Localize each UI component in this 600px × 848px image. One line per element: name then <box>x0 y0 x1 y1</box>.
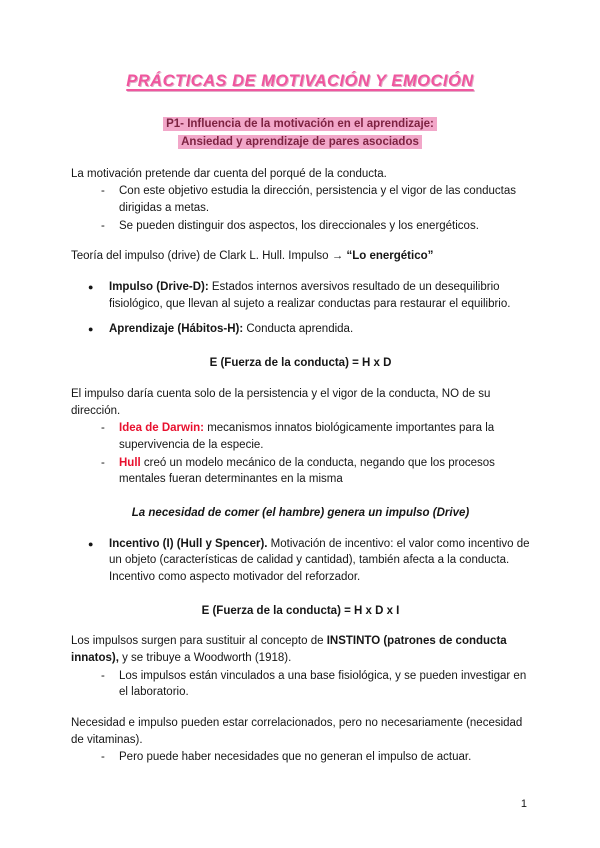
list-item <box>71 536 530 586</box>
term-hull: Hull <box>119 456 141 469</box>
need-list <box>71 749 530 766</box>
hull-theory-paragraph <box>71 248 530 265</box>
list-item <box>71 455 530 488</box>
term-aprendizaje: Aprendizaje (Hábitos-H): <box>109 323 244 336</box>
drive-list <box>71 420 530 488</box>
list-item-text <box>109 279 530 312</box>
list-item-text: Pero puede haber necesidades que no generan el impulso de actuar. <box>119 751 472 764</box>
need-paragraph: Necesidad e impulso pueden estar correlacionados, pero no necesariamente (necesidad de vitaminas). <box>71 716 523 746</box>
bullet-marker: ● <box>88 282 94 293</box>
instinct-paragraph <box>71 633 530 666</box>
instinct-bold: INSTINTO (patrones de conducta innatos), <box>71 635 507 664</box>
list-item <box>71 218 530 235</box>
dash-marker: - <box>101 669 105 682</box>
term-impulso-desc: Estados internos aversivos resultado de un desequilibrio fisiológico, que llevan al sujeto a realizar conductas para restaurar el equilibrio. <box>109 281 511 310</box>
drive-paragraph: El impulso daría cuenta solo de la persistencia y el vigor de la conducta, NO de su dirección. <box>71 387 491 417</box>
instinct-lead: Los impulsos surgen para sustituir al concepto de <box>71 635 327 648</box>
list-item-text <box>109 321 353 338</box>
hull-theory-lead: Teoría del impulso (drive) de Clark L. Hull. Impulso → <box>71 250 347 263</box>
formula-hxd: E (Fuerza de la conducta) = H x D <box>209 357 392 370</box>
instinct-tail: y se tribuye a Woodworth (1918). <box>118 651 292 664</box>
document-title <box>0 0 600 91</box>
page-number: 1 <box>520 798 527 810</box>
list-item <box>71 183 530 216</box>
term-darwin-desc: mecanismos innatos biológicamente importantes para la supervivencia de la especie. <box>119 422 495 451</box>
hull-bullet-list <box>71 279 530 338</box>
section-heading <box>0 115 600 152</box>
dash-marker: - <box>101 422 105 435</box>
hull-theory-bold: “Lo energético” <box>346 250 434 263</box>
term-impulso: Impulso (Drive-D): <box>109 281 209 294</box>
hunger-statement: La necesidad de comer (el hambre) genera un impulso (Drive) <box>131 506 470 519</box>
section-heading-line1: P1- Influencia de la motivación en el aprendizaje: <box>163 117 437 131</box>
term-hull-desc: creó un modelo mecánico de la conducta, negando que los procesos mentales fueran determinantes en la misma <box>119 456 495 486</box>
bullet-marker: ● <box>88 324 94 335</box>
list-item-text: Con este objetivo estudia la dirección, persistencia y el vigor de las conductas dirigidas a metas. <box>119 185 516 215</box>
list-item-text: Se pueden distinguir dos aspectos, los direccionales y los energéticos. <box>119 219 479 232</box>
list-item <box>71 749 530 766</box>
dash-marker: - <box>101 185 105 198</box>
bullet-marker: ● <box>88 538 94 549</box>
dash-marker: - <box>101 751 105 764</box>
intro-paragraph: La motivación pretende dar cuenta del porqué de la conducta. <box>71 167 387 180</box>
list-item-text <box>109 536 530 586</box>
list-item-text: Los impulsos están vinculados a una base fisiológica, y se pueden investigar en el laboratorio. <box>119 669 527 699</box>
incentive-bullet-list <box>71 536 530 586</box>
list-item-text <box>119 420 530 453</box>
instinct-list <box>71 668 530 701</box>
list-item <box>71 668 530 701</box>
term-darwin: Idea de Darwin: <box>119 422 204 435</box>
document-title-text: PRÁCTICAS DE MOTIVACIÓN Y EMOCIÓN <box>126 72 474 90</box>
list-item <box>71 420 530 453</box>
term-incentivo: Incentivo (I) (Hull y Spencer). <box>109 537 268 550</box>
intro-list <box>71 183 530 234</box>
term-incentivo-desc: Motivación de incentivo: el valor como incentivo de un objeto (características de calidad y cantidad), también afecta a la conducta. Incentivo como aspecto motivador del reforzador. <box>109 537 530 583</box>
formula-hxdxi: E (Fuerza de la conducta) = H x D x I <box>201 604 400 617</box>
dash-marker: - <box>101 456 105 469</box>
list-item-text <box>119 455 530 488</box>
term-aprendizaje-desc: Conducta aprendida. <box>243 323 354 336</box>
dash-marker: - <box>101 219 105 232</box>
section-heading-line2: Ansiedad y aprendizaje de pares asociados <box>178 135 422 149</box>
list-item <box>71 279 530 312</box>
document-body <box>0 166 600 766</box>
list-item <box>71 321 530 338</box>
